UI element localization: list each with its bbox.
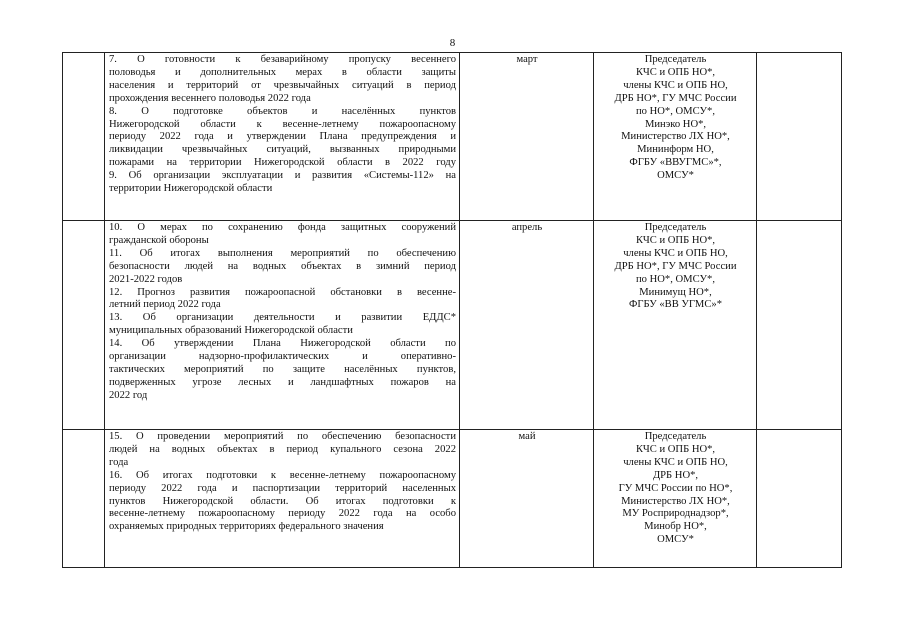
- responsible-line: Минэко НО*,: [644, 118, 707, 130]
- topic-line: муниципальных образований Нижегородской области: [109, 325, 353, 337]
- topic-line: периоду 2022 года и паспортизации территорий населенных: [109, 482, 456, 494]
- responsible-line: ОМСУ*: [657, 170, 694, 182]
- table-row: [63, 53, 842, 221]
- topic-line: 14. Об утверждении Плана Нижегородской области по: [109, 338, 456, 350]
- topic-line: безопасности людей на водных объектах в зимний период: [109, 260, 456, 272]
- topic-line: 2021-2022 годов: [109, 273, 183, 285]
- topic-line: 2022 год: [109, 389, 148, 401]
- topic-line: людей на водных объектах в период купального сезона 2022: [109, 443, 456, 455]
- responsible-line: Министерство ЛХ НО*,: [621, 131, 730, 143]
- topic-line: 10. О мерах по сохранению фонда защитных сооружений: [109, 222, 456, 233]
- responsible-line: ДРБ НО*, ГУ МЧС России: [614, 260, 737, 272]
- responsible-cell: [594, 53, 757, 221]
- topic-cell: [105, 430, 460, 568]
- topic-line: весенне-летнему пожароопасному периоду 2022 года на особо: [109, 508, 456, 520]
- responsible-line: Минобр НО*,: [644, 521, 707, 533]
- responsible-line: члены КЧС и ОПБ НО,: [623, 247, 728, 259]
- topic-line: Нижегородской области к весенне-летнему пожароопасному: [109, 118, 456, 130]
- responsible-line: Председатель: [644, 54, 707, 65]
- topic-line: ликвидации чрезвычайных ситуаций, вызванных природными: [109, 144, 456, 156]
- note-cell: [757, 53, 842, 221]
- table-row: [63, 221, 842, 430]
- responsible-line: по НО*, ОМСУ*,: [636, 273, 715, 285]
- responsible-line: ОМСУ*: [657, 534, 694, 546]
- responsible-line: по НО*, ОМСУ*,: [636, 105, 715, 117]
- responsible-line: КЧС и ОПБ НО*,: [635, 66, 716, 78]
- page-number: 8: [449, 37, 456, 49]
- topic-line: 13. Об организации деятельности и развитии ЕДДС*: [109, 312, 456, 324]
- topic-line: 9. Об организации эксплуатации и развития «Системы-112» на: [109, 170, 456, 182]
- topic-line: подверженных угрозе лесных и ландшафтных пожаров на: [109, 376, 456, 388]
- responsible-line: ФГБУ «ВВУГМС»*,: [629, 157, 722, 169]
- table-row: [63, 430, 842, 568]
- note-cell: [757, 430, 842, 568]
- topic-line: 7. О готовности к безаварийному пропуску весеннего: [109, 54, 456, 65]
- note-cell: [757, 221, 842, 430]
- topic-cell: [105, 53, 460, 221]
- responsible-line: ДРБ НО*,: [652, 469, 699, 481]
- responsible-line: члены КЧС и ОПБ НО,: [623, 79, 728, 91]
- topic-line: 16. Об итогах подготовки к весенне-летнему пожароопасному: [109, 469, 456, 481]
- responsible-line: члены КЧС и ОПБ НО,: [623, 456, 728, 468]
- responsible-line: МУ Росприроднадзор*,: [622, 508, 729, 520]
- responsible-line: Председатель: [644, 222, 707, 233]
- responsible-line: Министерство ЛХ НО*,: [621, 495, 730, 507]
- term-cell: март: [460, 53, 594, 221]
- topic-line: 12. Прогноз развития пожароопасной обстановки в весенне-: [109, 286, 456, 298]
- responsible-line: ГУ МЧС России по НО*,: [618, 482, 733, 494]
- topic-cell: [105, 221, 460, 430]
- topic-line: населения и территорий от чрезвычайных ситуаций в период: [109, 79, 456, 91]
- topic-line: 11. Об итогах выполнения мероприятий по обеспечению: [109, 247, 456, 259]
- topic-line: половодья и дополнительных мерах в области защиты: [109, 66, 456, 78]
- term-cell: апрель: [460, 221, 594, 430]
- topic-line: пунктов Нижегородской области. Об итогах подготовки к: [109, 495, 456, 507]
- responsible-line: ДРБ НО*, ГУ МЧС России: [614, 92, 737, 104]
- responsible-line: ФГБУ «ВВ УГМС»*: [629, 299, 722, 311]
- topic-line: охраняемых природных территориях федерального значения: [109, 521, 384, 533]
- term-cell: май: [460, 430, 594, 568]
- topic-line: тактических мероприятий по защите населённых пунктов,: [109, 363, 456, 375]
- responsible-line: КЧС и ОПБ НО*,: [635, 234, 716, 246]
- topic-line: гражданской обороны: [109, 234, 209, 246]
- topic-line: 15. О проведении мероприятий по обеспечению безопасности: [109, 431, 456, 442]
- topic-line: пожарами на территории Нижегородской области в 2022 году: [109, 157, 456, 169]
- topic-line: организации надзорно-профилактических и оперативно-: [109, 351, 456, 363]
- topic-line: 8. О подготовке объектов и населённых пунктов: [109, 105, 456, 117]
- plan-table: [62, 52, 842, 568]
- responsible-line: Председатель: [644, 431, 707, 442]
- topic-line: прохождения весеннего половодья 2022 года: [109, 92, 311, 104]
- responsible-line: КЧС и ОПБ НО*,: [635, 443, 716, 455]
- responsible-cell: [594, 221, 757, 430]
- topic-line: года: [109, 456, 129, 468]
- topic-line: территории Нижегородской области: [109, 183, 273, 195]
- row-number-cell: [63, 430, 105, 568]
- row-number-cell: [63, 221, 105, 430]
- responsible-cell: [594, 430, 757, 568]
- topic-line: периоду 2022 года и утверждении Плана предупреждения и: [109, 131, 456, 143]
- row-number-cell: [63, 53, 105, 221]
- responsible-line: Мининформ НО,: [637, 144, 714, 156]
- responsible-line: Минимущ НО*,: [639, 286, 712, 298]
- topic-line: летний период 2022 года: [109, 299, 221, 311]
